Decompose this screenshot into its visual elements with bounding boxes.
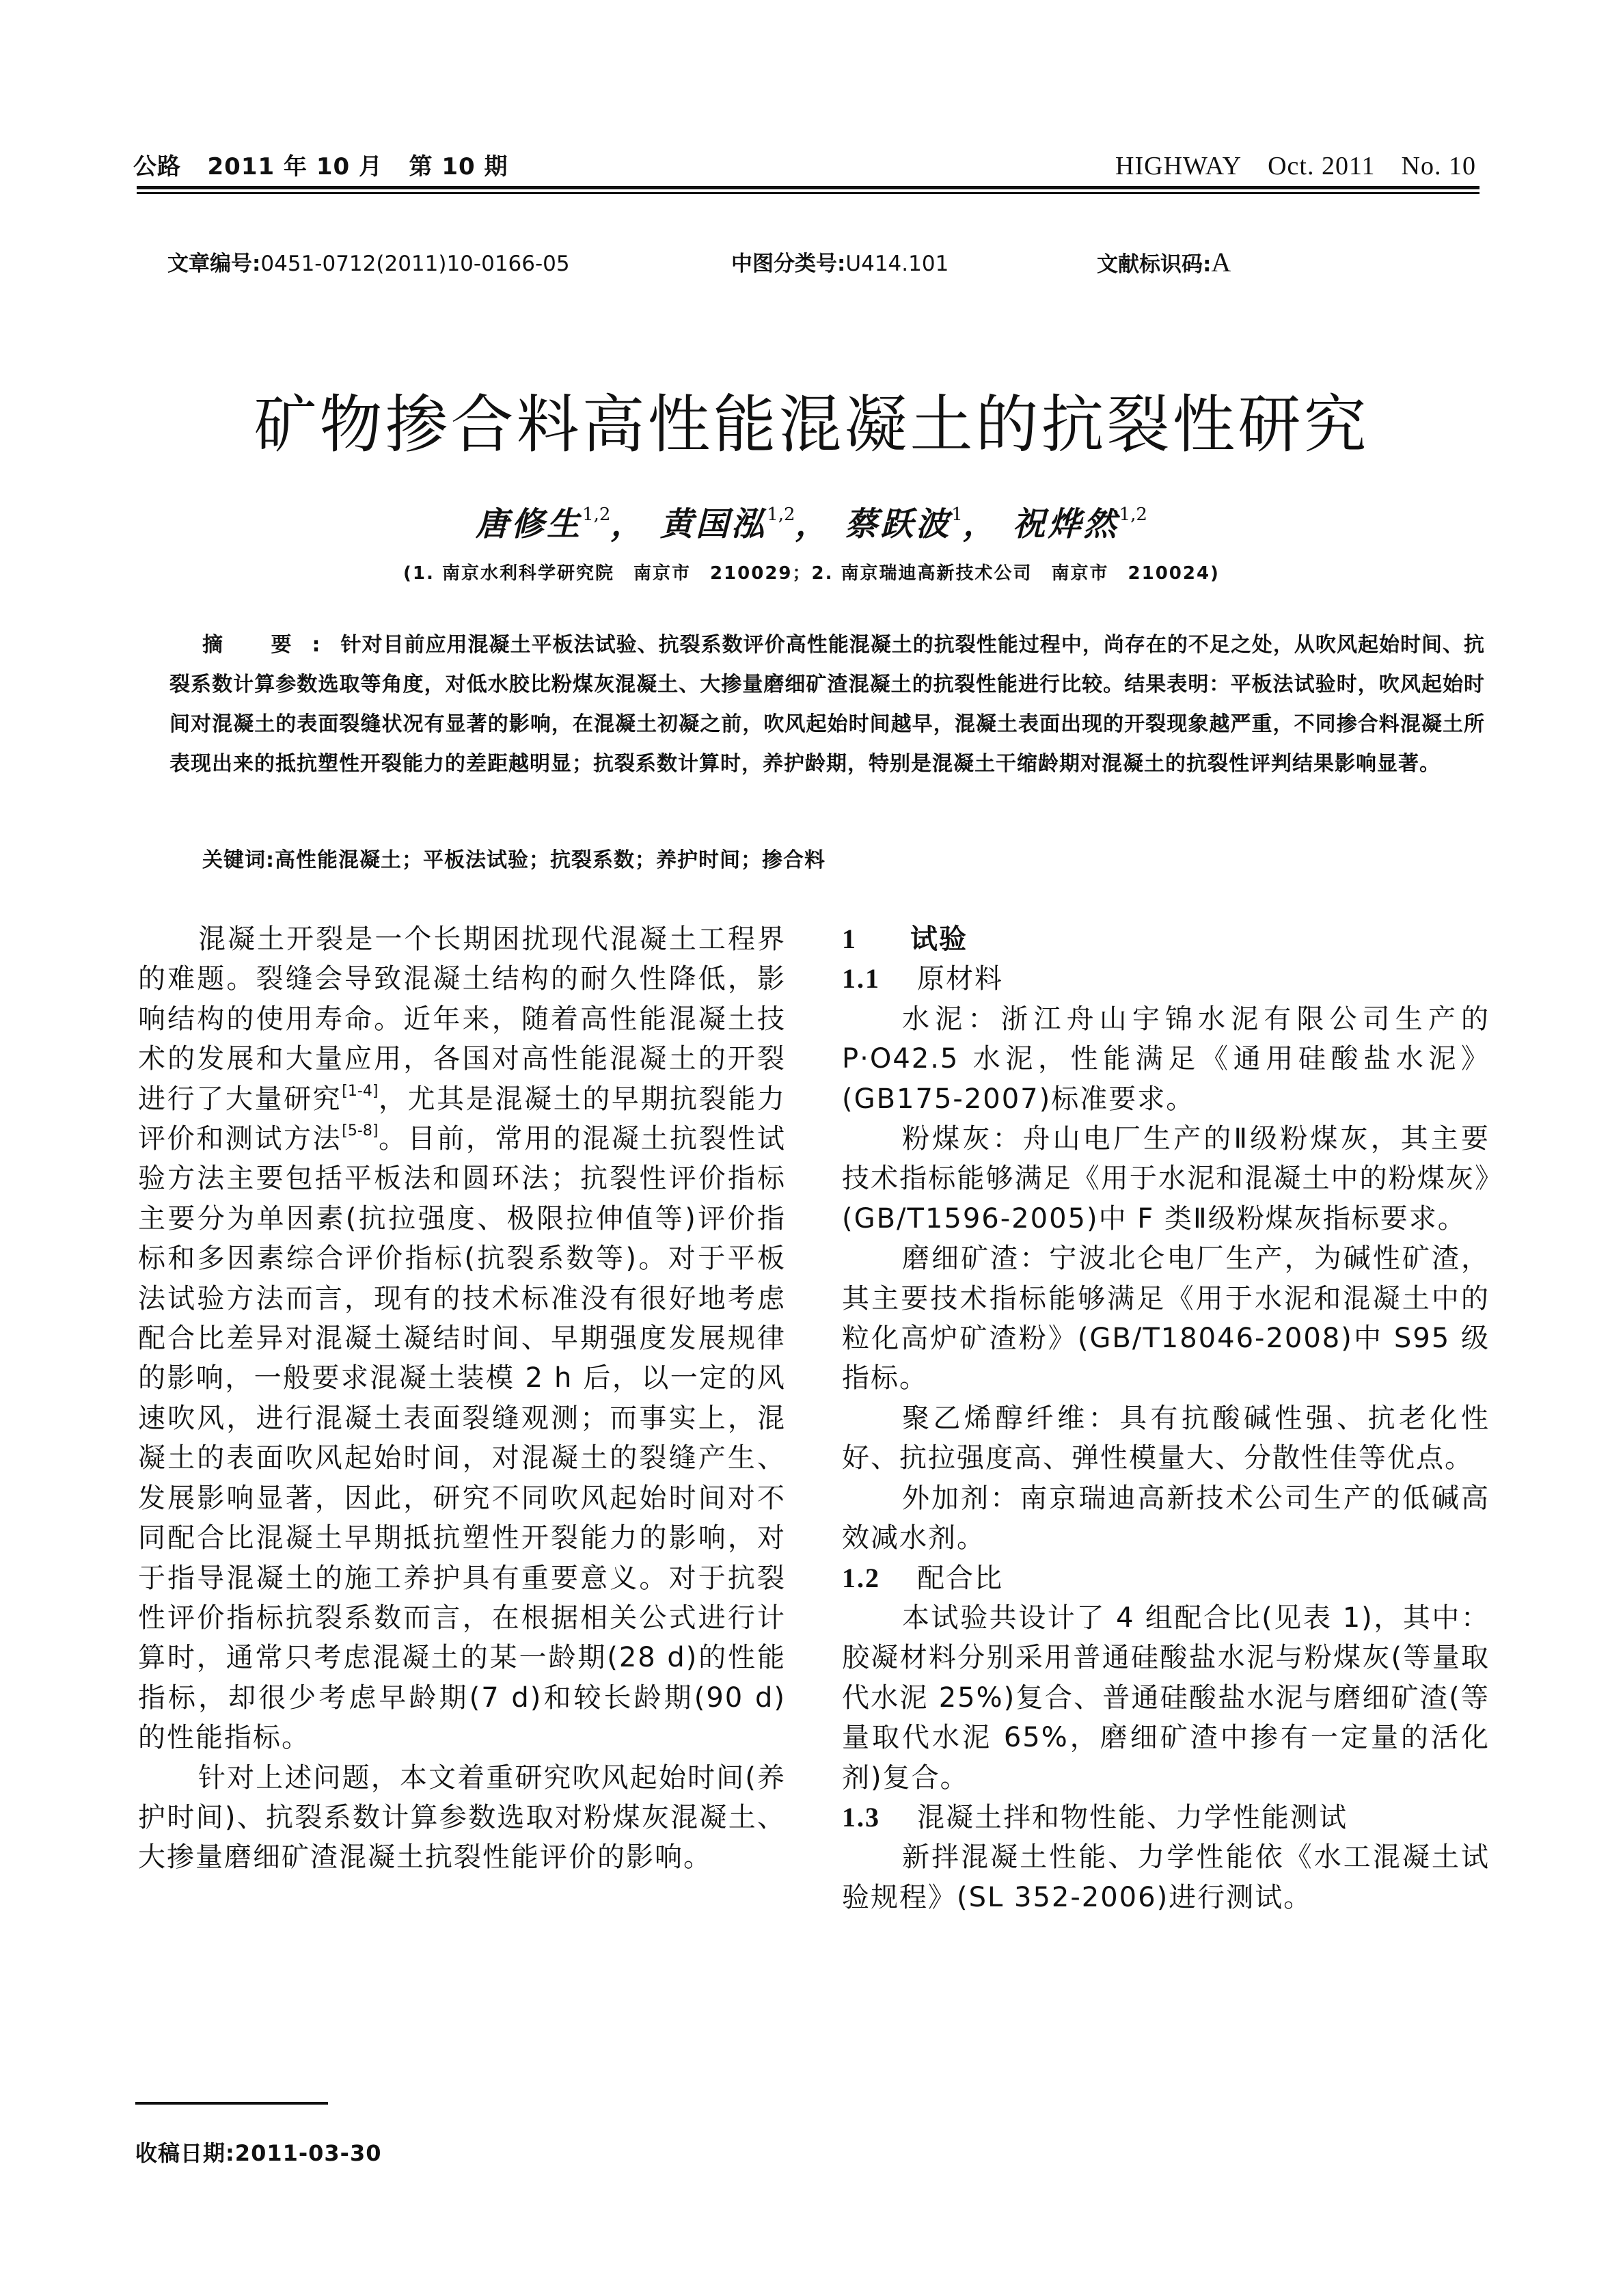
author-affiliation-mark: 1,2 [767,504,795,525]
issue-date-en: Oct. 2011 [1268,152,1376,180]
section-title: 试验 [910,923,968,955]
subsection-heading [842,959,1490,999]
document-code [1097,246,1231,278]
abstract-text: 针对目前应用混凝土平板法试验、抗裂系数评价高性能混凝土的抗裂性能过程中，尚存在的不足之处，从吹风起始时间、抗裂系数计算参数选取等角度，对低水胶比粉煤灰混凝土、大掺量磨细矿渣混凝土的抗裂性能进行比较。结果表明：平板法试验时，吹风起始时间对混凝土的表面裂缝状况有显著的影响，在混凝土初凝之前，吹风起始时间越早，混凝土表面出现的开裂现象越严重，不同掺合料混凝土所表现出来的抵抗塑性开裂能力的差距越明显；抗裂系数计算时，养护龄期，特别是混凝土干缩龄期对混凝土的抗裂性评判结果影响显著。 [169,633,1486,776]
issue-date-cn: 2011 年 10 月 [207,153,383,180]
paragraph: 磨细矿渣：宁波北仑电厂生产，为碱性矿渣，其主要技术指标能够满足《用于水泥和混凝土中的粒化高炉矿渣粉》(GB/T18046-2008)中 S95 级指标。 [842,1243,1490,1394]
keywords-label: 关键词: [202,848,275,872]
received-date: 收稿日期:2011-03-30 [135,2140,382,2166]
abstract [169,625,1485,784]
paragraph: 新拌混凝土性能、力学性能依《水工混凝土试验规程》(SL 352-2006)进行测试。 [842,1841,1490,1913]
author-affiliation-mark: 1 [951,504,963,525]
running-head [133,140,1476,181]
subsection-number: 1.1 [842,963,880,995]
author-affiliation-mark: 1,2 [582,504,611,525]
clc-label: 中图分类号: [731,252,846,276]
citation[interactable]: [1-4] [342,1082,379,1100]
intro-text: 。目前，常用的混凝土抗裂性试验方法主要包括平板法和圆环法；抗裂性评价指标主要分为单因素(抗拉强度、极限拉伸值等)评价指标和多因素综合评价指标(抗裂系数等)。对于平板法试验方法而言，现有的技术标准没有很好地考虑配合比差异对混凝土凝结时间、早期强度发展规律的影响，一般要求混凝土装模 2 h 后，以一定的风速吹风，进行混凝土表面裂缝观测；而事实上，混凝土的表面吹风起始时间，对混凝土的裂缝产生、发展影响显著，因此，研究不同吹风起始时间对不同配合比混凝土早期抵抗塑性开裂能力的影响，对于指导混凝土的施工养护具有重要意义。对于抗裂性评价指标抗裂系数而言，在根据相关公式进行计算时，通常只考虑混凝土的某一龄期(28 d)的性能指标，却很少考虑早龄期(7 d)和较长龄期(90 d)的性能指标。 [138,1123,786,1754]
clc-value: U414.101 [845,252,949,276]
subsection-heading [842,1558,1490,1598]
subsection-title: 混凝土拌和物性能、力学性能测试 [917,1801,1348,1833]
author-name: 黄国泓 [660,505,767,543]
article-number-label: 文章编号: [167,252,261,276]
subsection-title: 配合比 [917,1562,1003,1594]
author-name: 唐修生 [476,505,583,543]
intro-text: ，尤其是混凝土的早期抗裂能力评价和测试方法 [138,1083,786,1155]
article-meta [167,246,1466,280]
author [660,505,795,543]
keywords-text: 高性能混凝土；平板法试验；抗裂系数；养护时间；掺合料 [275,848,826,872]
issue-number-cn: 第 10 期 [409,153,508,180]
author [845,505,963,543]
paragraph: 粉煤灰：舟山电厂生产的Ⅱ级粉煤灰，其主要技术指标能够满足《用于水泥和混凝土中的粉煤灰》(GB/T1596-2005)中 F 类Ⅱ级粉煤灰指标要求。 [842,1123,1490,1234]
clc-number [731,246,949,277]
section-number: 1 [842,923,857,954]
keywords [202,843,826,873]
document-code-label: 文献标识码: [1097,252,1212,277]
intro-text: 混凝土开裂是一个长期困扰现代混凝土工程界的难题。裂缝会导致混凝土结构的耐久性降低，影响结构的使用寿命。近年来，随着高性能混凝土技术的发展和大量应用，各国对高性能混凝土的开裂进行了大量研究 [138,923,786,1115]
subsection-number: 1.2 [842,1562,880,1593]
intro-paragraph-2: 针对上述问题，本文着重研究吹风起始时间(养护时间)、抗裂系数计算参数选取对粉煤灰混凝土、大掺量磨细矿渣混凝土抗裂性能评价的影响。 [138,1761,786,1874]
subsection-title: 原材料 [917,963,1003,995]
affiliations: (1. 南京水利科学研究院 南京市 210029；2. 南京瑞迪高新技术公司 南京市 210024) [403,563,1220,584]
author [476,505,610,543]
citation[interactable]: [5-8] [342,1122,379,1140]
journal-name-cn: 公路 [133,153,181,180]
author-list: 唐修生$^{1,2}$， 黄国泓$^{1,2}$， 蔡跃波$^1$， 祝烨然$^{1,2}$ [476,504,1147,543]
right-column [842,919,1490,1917]
author-name: 蔡跃波 [845,505,952,543]
author [1013,505,1147,543]
header-double-rule [137,186,1479,194]
intro-paragraph-1 [138,919,786,1758]
article-number [167,246,570,277]
journal-name-en: HIGHWAY [1115,152,1242,180]
issue-number-en: No. 10 [1401,152,1476,180]
paragraph: 水泥：浙江舟山宇锦水泥有限公司生产的 P·O42.5 水泥，性能满足《通用硅酸盐水泥》(GB175-2007)标准要求。 [842,1003,1490,1115]
subsection-number: 1.3 [842,1801,880,1833]
paragraph: 外加剂：南京瑞迪高新技术公司生产的低碱高效减水剂。 [842,1482,1490,1554]
paper-title: 矿物掺合料高性能混凝土的抗裂性研究 [254,388,1369,461]
footnote-rule [135,2102,328,2105]
paragraph: 本试验共设计了 4 组配合比(见表 1)，其中：胶凝材料分别采用普通硅酸盐水泥与粉煤灰(等量取代水泥 25%)复合、普通硅酸盐水泥与磨细矿渣(等量取代水泥 65%，磨细矿渣中掺有一定量的活化剂)复合。 [842,1602,1490,1794]
left-column [138,919,786,1878]
abstract-label: 摘 要: [202,633,341,657]
author-affiliation-mark: 1,2 [1119,504,1147,525]
running-head-en [1115,151,1476,181]
section-heading [842,919,1490,959]
article-number-value: 0451-0712(2011)10-0166-05 [260,252,570,276]
author-name: 祝烨然 [1012,505,1119,543]
paragraph: 聚乙烯醇纤维：具有抗酸碱性强、抗老化性好、抗拉强度高、弹性模量大、分散性佳等优点。 [842,1402,1490,1474]
running-head-cn [133,148,508,181]
document-code-value: A [1211,247,1231,278]
subsection-heading [842,1798,1490,1837]
